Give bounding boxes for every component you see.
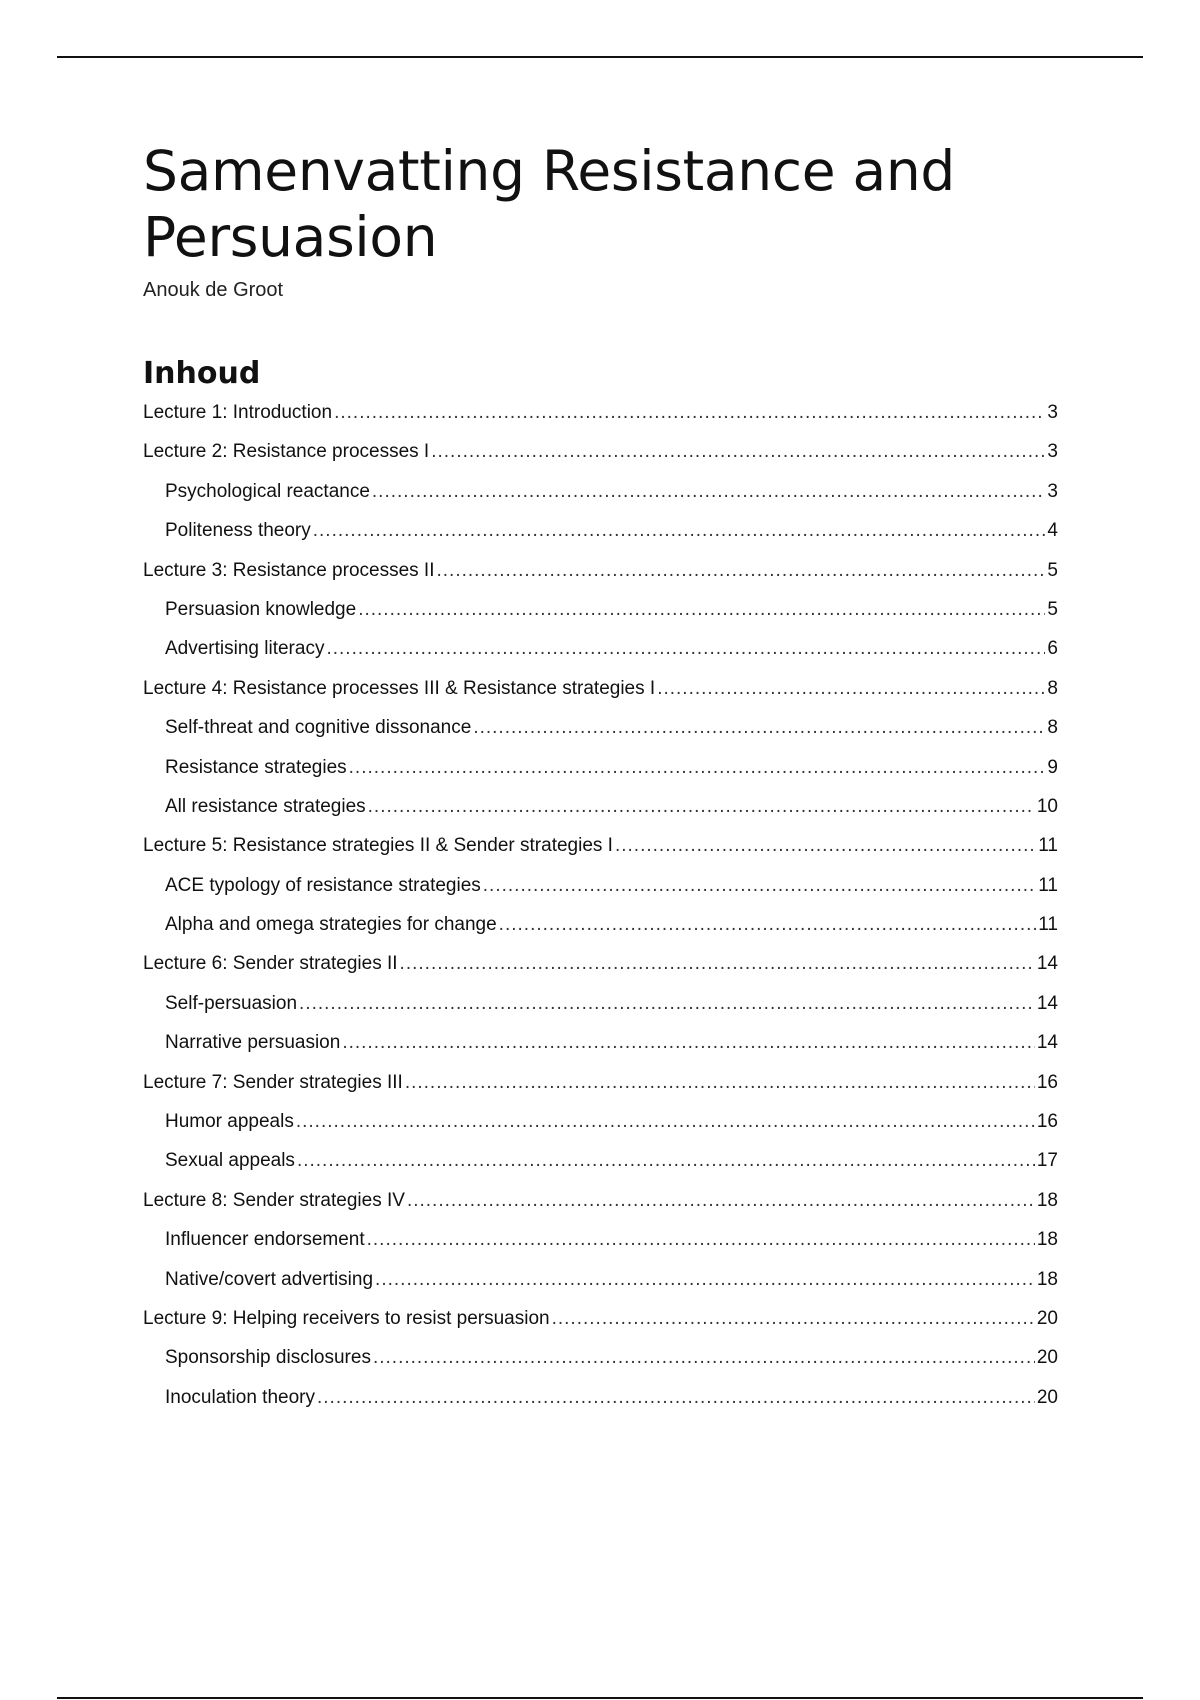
toc-subentry[interactable] <box>143 1269 1058 1308</box>
toc-dot-leader <box>615 835 1036 857</box>
toc-dot-leader <box>334 402 1045 424</box>
footer-rule <box>57 1697 1143 1699</box>
toc-subentry[interactable] <box>143 875 1058 914</box>
toc-dot-leader <box>552 1308 1035 1330</box>
document-body <box>143 138 1058 1426</box>
toc-page-number: 18 <box>1036 1189 1058 1211</box>
toc-dot-leader <box>296 1111 1035 1133</box>
toc-entry-label: Lecture 1: Introduction <box>143 402 333 423</box>
toc-subentry[interactable] <box>143 993 1058 1032</box>
toc-entry-label: Narrative persuasion <box>165 1032 341 1054</box>
toc-subentry[interactable] <box>143 599 1058 638</box>
toc-subentry[interactable] <box>143 520 1058 559</box>
toc-entry[interactable] <box>143 1308 1058 1347</box>
toc-entry-label: Persuasion knowledge <box>165 598 357 620</box>
toc-entry-label: Native/covert advertising <box>165 1268 374 1290</box>
toc-dot-leader <box>431 441 1045 463</box>
toc-entry-label: Psychological reactance <box>165 480 370 502</box>
toc-entry[interactable] <box>143 1072 1058 1111</box>
toc-page-number: 18 <box>1036 1268 1058 1290</box>
toc-entry-label: ACE typology of resistance strategies <box>165 874 481 896</box>
toc-page-number: 5 <box>1047 559 1058 581</box>
toc-entry[interactable] <box>143 560 1058 599</box>
toc-entry[interactable] <box>143 953 1058 992</box>
toc-page-number: 8 <box>1047 677 1058 699</box>
toc-dot-leader <box>299 993 1035 1015</box>
toc-entry-label: Lecture 4: Resistance processes III & Resistance strategies I <box>143 677 656 699</box>
toc-entry-label: Sponsorship disclosures <box>165 1347 371 1369</box>
toc-entry-label: Resistance strategies <box>165 756 347 778</box>
toc-subentry[interactable] <box>143 796 1058 835</box>
toc-entry-label: Sexual appeals <box>165 1150 295 1172</box>
toc-entry-label: Self-persuasion <box>165 992 298 1014</box>
toc-page-number: 20 <box>1036 1386 1058 1408</box>
toc-subentry[interactable] <box>143 1111 1058 1150</box>
toc-subentry[interactable] <box>143 638 1058 677</box>
toc-entry-label: Alpha and omega strategies for change <box>165 914 497 936</box>
toc-page-number: 14 <box>1036 992 1058 1014</box>
toc-dot-leader <box>473 717 1045 739</box>
toc-subentry[interactable] <box>143 1150 1058 1189</box>
toc-dot-leader <box>436 560 1045 582</box>
table-of-contents <box>143 402 1058 1426</box>
toc-entry-label: Self-threat and cognitive dissonance <box>165 717 472 739</box>
toc-subentry[interactable] <box>143 1229 1058 1268</box>
toc-dot-leader <box>405 1072 1035 1094</box>
toc-entry[interactable] <box>143 1190 1058 1229</box>
toc-entry-label: Lecture 9: Helping receivers to resist persuasion <box>143 1307 550 1329</box>
toc-dot-leader <box>400 953 1035 975</box>
toc-page-number: 5 <box>1047 598 1058 620</box>
toc-page-number: 3 <box>1047 480 1058 502</box>
toc-page-number: 3 <box>1047 402 1058 423</box>
toc-dot-leader <box>407 1190 1035 1212</box>
toc-dot-leader <box>499 914 1037 936</box>
toc-dot-leader <box>326 638 1045 660</box>
toc-subentry[interactable] <box>143 1387 1058 1426</box>
toc-subentry[interactable] <box>143 481 1058 520</box>
toc-page-number: 11 <box>1038 835 1058 857</box>
toc-dot-leader <box>342 1032 1035 1054</box>
toc-page-number: 3 <box>1047 441 1058 463</box>
toc-page-number: 8 <box>1047 717 1058 739</box>
toc-entry[interactable] <box>143 441 1058 480</box>
toc-dot-leader <box>375 1269 1035 1291</box>
toc-entry-label: Humor appeals <box>165 1111 294 1133</box>
toc-dot-leader <box>372 481 1046 503</box>
toc-dot-leader <box>317 1387 1035 1409</box>
toc-page-number: 16 <box>1036 1111 1058 1133</box>
toc-entry-label: Inoculation theory <box>165 1386 315 1408</box>
toc-page-number: 10 <box>1036 795 1058 817</box>
toc-entry-label: Advertising literacy <box>165 638 325 660</box>
toc-dot-leader <box>368 796 1035 818</box>
toc-page-number: 20 <box>1036 1307 1058 1329</box>
toc-subentry[interactable] <box>143 914 1058 953</box>
toc-entry-label: Politeness theory <box>165 520 311 542</box>
toc-entry[interactable] <box>143 678 1058 717</box>
toc-entry-label: Lecture 6: Sender strategies II <box>143 953 398 975</box>
toc-page-number: 20 <box>1036 1347 1058 1369</box>
toc-page-number: 18 <box>1036 1229 1058 1251</box>
toc-dot-leader <box>483 875 1037 897</box>
toc-entry-label: Lecture 5: Resistance strategies II & Sender strategies I <box>143 835 613 857</box>
toc-dot-leader <box>297 1150 1035 1172</box>
toc-subentry[interactable] <box>143 1032 1058 1071</box>
toc-dot-leader <box>358 599 1045 621</box>
toc-page-number: 9 <box>1047 756 1058 778</box>
toc-entry-label: Lecture 3: Resistance processes II <box>143 559 435 581</box>
toc-entry[interactable] <box>143 835 1058 874</box>
toc-subentry[interactable] <box>143 1347 1058 1386</box>
toc-entry-label: Lecture 2: Resistance processes I <box>143 441 430 463</box>
toc-entry-label: Lecture 7: Sender strategies III <box>143 1071 403 1093</box>
toc-dot-leader <box>657 678 1045 700</box>
toc-page-number: 6 <box>1047 638 1058 660</box>
toc-dot-leader <box>373 1347 1035 1369</box>
toc-page-number: 14 <box>1036 953 1058 975</box>
toc-page-number: 4 <box>1047 520 1058 542</box>
toc-entry-label: Lecture 8: Sender strategies IV <box>143 1189 405 1211</box>
toc-entry-label: Influencer endorsement <box>165 1229 365 1251</box>
toc-page-number: 11 <box>1038 874 1058 896</box>
toc-entry-label: All resistance strategies <box>165 795 366 817</box>
toc-heading: Inhoud <box>143 356 261 391</box>
toc-dot-leader <box>367 1229 1035 1251</box>
toc-page-number: 17 <box>1036 1150 1058 1172</box>
header-rule <box>57 56 1143 58</box>
toc-page-number: 14 <box>1036 1032 1058 1054</box>
toc-subentry[interactable] <box>143 757 1058 796</box>
toc-page-number: 11 <box>1038 914 1058 936</box>
toc-subentry[interactable] <box>143 717 1058 756</box>
toc-entry[interactable] <box>143 402 1058 441</box>
document-title: Samenvatting Resistance and Persuasion <box>143 139 956 269</box>
toc-page-number: 16 <box>1036 1071 1058 1093</box>
document-author: Anouk de Groot <box>143 279 284 301</box>
toc-dot-leader <box>349 757 1046 779</box>
toc-dot-leader <box>313 520 1046 542</box>
